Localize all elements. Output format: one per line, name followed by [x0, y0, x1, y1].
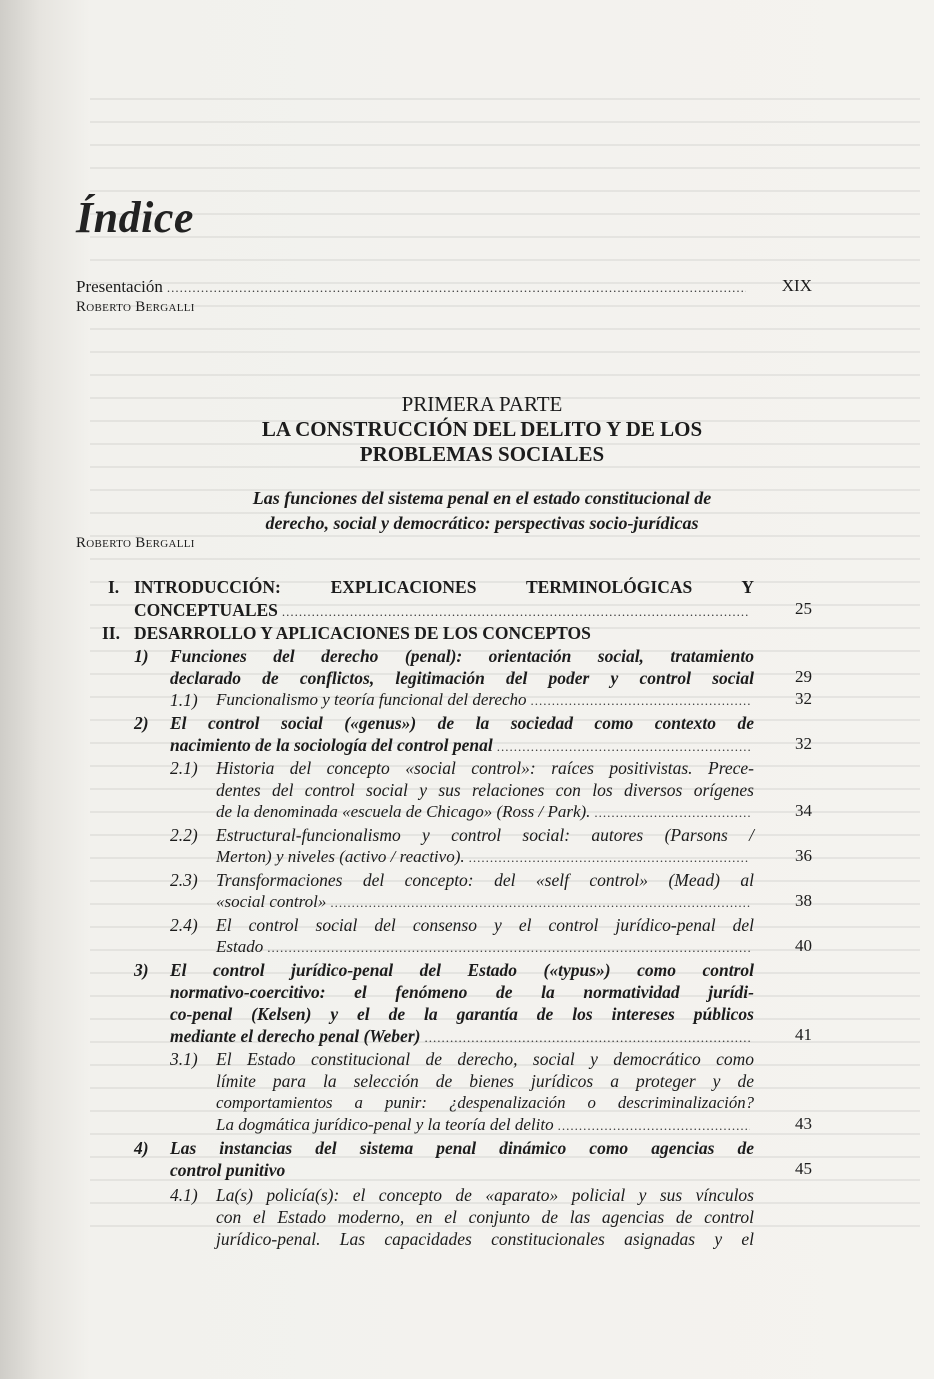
entry-number: 2.3)	[170, 870, 198, 890]
section-number: II.	[102, 623, 120, 643]
leader-dots	[267, 936, 750, 959]
page-number: 40	[795, 936, 812, 955]
entry-line[interactable]: Estructural-funcionalismo y control social: autores (Parsons /	[216, 825, 754, 845]
entry-line[interactable]: Historia del concepto «social control»: raíces positivistas. Prece-	[216, 758, 754, 778]
entry-number: 3.1)	[170, 1049, 198, 1069]
entry-number: 4)	[134, 1138, 149, 1158]
entry-label: La dogmática jurídico-penal y la teoría del delito	[216, 1115, 554, 1134]
leader-dots	[167, 276, 746, 299]
part-name-line2: PROBLEMAS SOCIALES	[359, 442, 605, 466]
entry-number: 2.2)	[170, 825, 198, 845]
leader-dots	[558, 1114, 750, 1137]
entry-label: de la denominada «escuela de Chicago» (Ross / Park).	[216, 802, 591, 821]
part-number: PRIMERA PARTE	[401, 392, 563, 416]
entry-line[interactable]: normativo-coercitivo: el fenómeno de la normatividad jurídi-	[170, 982, 754, 1002]
chapter-title	[90, 486, 874, 536]
toc-entry-2-3[interactable]	[216, 891, 754, 914]
entry-line[interactable]: jurídico-penal. Las capacidades constitucionales asignadas y el	[216, 1229, 754, 1249]
page-number: 41	[795, 1025, 812, 1044]
page-number: 45	[795, 1159, 812, 1178]
entry-line[interactable]: Transformaciones del concepto: del «self control» (Mead) al	[216, 870, 754, 890]
leader-dots	[531, 689, 751, 712]
page-number: 38	[795, 891, 812, 910]
entry-line[interactable]: El control social («genus») de la sociedad como contexto de	[170, 713, 754, 733]
entry-line[interactable]: con el Estado moderno, en el conjunto de las agencias de control	[216, 1207, 754, 1227]
entry-number: 2)	[134, 713, 149, 733]
toc-entry-presentacion[interactable]	[76, 276, 750, 299]
entry-label: «social control»	[216, 892, 327, 911]
toc-entry-2-4[interactable]	[216, 936, 754, 959]
section-title[interactable]: DESARROLLO Y APLICACIONES DE LOS CONCEPTOS	[134, 623, 591, 643]
leader-dots	[282, 599, 750, 623]
leader-dots	[497, 734, 750, 758]
entry-number: 4.1)	[170, 1185, 198, 1205]
entry-line[interactable]: control punitivo	[170, 1160, 286, 1180]
part-heading	[90, 392, 874, 467]
entry-line[interactable]: La(s) policía(s): el concepto de «aparato» policial y sus vínculos	[216, 1185, 754, 1205]
entry-line[interactable]: dentes del control social y sus relaciones con los diversos orígenes	[216, 780, 754, 800]
leader-dots	[469, 846, 750, 869]
page-number: 43	[795, 1114, 812, 1133]
toc-entry-3[interactable]	[170, 1025, 754, 1049]
chapter-author: Roberto Bergalli	[76, 535, 195, 551]
toc-entry-3-1[interactable]	[216, 1114, 754, 1137]
leader-dots	[330, 891, 750, 914]
entry-line[interactable]: El Estado constitucional de derecho, social y democrático como	[216, 1049, 754, 1069]
page-number: 25	[795, 599, 812, 618]
page-number: 32	[795, 734, 812, 753]
entry-line[interactable]: co-penal (Kelsen) y el de la garantía de los intereses públicos	[170, 1004, 754, 1024]
page-title: Índice	[76, 193, 194, 242]
entry-author: Roberto Bergalli	[76, 299, 195, 315]
page-number: 34	[795, 801, 812, 820]
page-number: 29	[795, 667, 812, 686]
toc-entry-2-2[interactable]	[216, 846, 754, 869]
entry-line[interactable]: comportamientos a punir: ¿despenalización o descriminalización?	[216, 1093, 754, 1112]
leader-dots	[594, 801, 750, 824]
section-number: I.	[108, 577, 120, 597]
entry-label: Presentación	[76, 277, 163, 296]
page-number: 36	[795, 846, 812, 865]
entry-line[interactable]: Funciones del derecho (penal): orientación social, tratamiento	[170, 646, 754, 666]
entry-number: 3)	[134, 960, 149, 980]
page-number: 32	[795, 689, 812, 708]
entry-line[interactable]: Las instancias del sistema penal dinámico como agencias de	[170, 1138, 754, 1158]
toc-entry-2-1[interactable]	[216, 801, 754, 824]
section-title-line1[interactable]: INTRODUCCIÓN: EXPLICACIONES TERMINOLÓGICAS Y	[134, 577, 754, 597]
entry-line[interactable]: límite para la selección de bienes jurídicos a proteger y de	[216, 1071, 754, 1091]
toc-entry-2[interactable]	[170, 734, 754, 758]
chapter-title-line2: derecho, social y democrático: perspectivas socio-jurídicas	[265, 513, 699, 533]
entry-label: CONCEPTUALES	[134, 600, 278, 620]
entry-label: Merton) y niveles (activo / reactivo).	[216, 847, 465, 866]
entry-label: nacimiento de la sociología del control penal	[170, 735, 493, 755]
entry-line[interactable]: declarado de conflictos, legitimación del poder y control social	[170, 668, 754, 688]
part-name-line1: LA CONSTRUCCIÓN DEL DELITO Y DE LOS	[261, 417, 703, 441]
toc-entry-introduccion[interactable]	[134, 599, 754, 623]
entry-label: Estado	[216, 937, 264, 956]
chapter-title-line1: Las funciones del sistema penal en el estado constitucional de	[252, 488, 712, 508]
page-number: XIX	[781, 276, 812, 295]
entry-label: Funcionalismo y teoría funcional del derecho	[216, 690, 527, 709]
toc-entry-1-1[interactable]	[216, 689, 754, 712]
entry-number: 2.1)	[170, 758, 198, 778]
entry-number: 2.4)	[170, 915, 198, 935]
leader-dots	[424, 1025, 750, 1049]
entry-label: mediante el derecho penal (Weber)	[170, 1026, 421, 1046]
entry-line[interactable]: El control social del consenso y el control jurídico-penal del	[216, 915, 754, 935]
entry-number: 1)	[134, 646, 149, 666]
entry-line[interactable]: El control jurídico-penal del Estado («typus») como control	[170, 960, 754, 980]
entry-number: 1.1)	[170, 690, 198, 710]
